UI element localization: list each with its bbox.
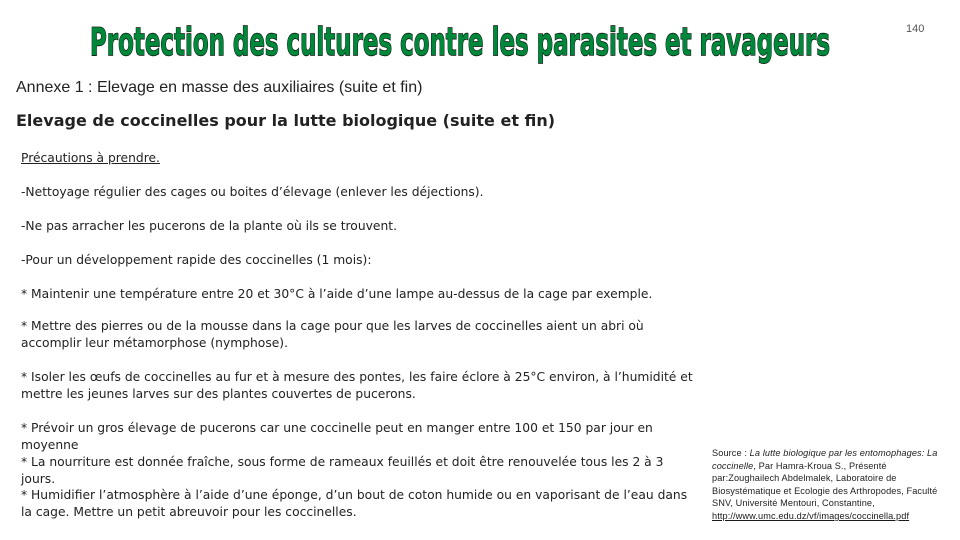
precaution-line-7: * Prévoir un gros élevage de pucerons car une coccinelle peut en manger entre 100 et 150 par jour en moyenne <box>21 421 653 452</box>
precaution-line-8: * La nourriture est donnée fraîche, sous forme de rameaux feuillés et doit être renouvelée tous les 2 à 3 jours. <box>21 455 664 486</box>
source-prefix: Source : <box>712 448 750 458</box>
source-link[interactable]: http://www.umc.edu.dz/vf/images/coccinella.pdf <box>712 510 910 521</box>
source-details: , Par Hamra-Kroua S., Présenté par:Zoughailech Abdelmalek, Laboratoire de Biosystématique et Ecologie des Arthropodes, Faculté SNV, Université Mentouri, Constantine, <box>712 460 938 509</box>
slide-title-graphic <box>80 10 840 70</box>
precaution-line-2: -Ne pas arracher les pucerons de la plante où ils se trouvent. <box>21 219 397 233</box>
slide-title <box>80 10 840 70</box>
precaution-line-9: * Humidifier l’atmosphère à l’aide d’une éponge, d’un bout de coton humide ou en vaporisant de l’eau dans la cage. Mettre un petit abreuvoir pour les coccinelles. <box>21 488 688 519</box>
source-citation <box>712 447 948 523</box>
source-title: La lutte biologique par les entomophages: La coccinelle <box>712 448 938 471</box>
section-subtitle: Elevage de coccinelles pour la lutte biologique (suite et fin) <box>16 111 556 130</box>
precautions-heading: Précautions à prendre. <box>21 151 160 165</box>
precaution-line-1: -Nettoyage régulier des cages ou boites d’élevage (enlever les déjections). <box>21 185 484 199</box>
precaution-line-5: * Mettre des pierres ou de la mousse dans la cage pour que les larves de coccinelles aient un abri où accomplir leur métamorphose (nymphose). <box>21 319 644 350</box>
page-number: 140 <box>906 23 925 35</box>
annex-heading: Annexe 1 : Elevage en masse des auxiliaires (suite et fin) <box>16 79 423 96</box>
precaution-line-6: * Isoler les œufs de coccinelles au fur et à mesure des pontes, les faire éclore à 25°C environ, à l’humidité et mettre les jeunes larves sur des plantes couvertes de pucerons. <box>21 370 693 401</box>
precaution-line-4: * Maintenir une température entre 20 et 30°C à l’aide d’une lampe au-dessus de la cage par exemple. <box>21 287 653 301</box>
slide-title-text: Protection des cultures contre les parasites et ravageurs <box>90 20 831 64</box>
precaution-line-3: -Pour un développement rapide des coccinelles (1 mois): <box>21 253 372 267</box>
